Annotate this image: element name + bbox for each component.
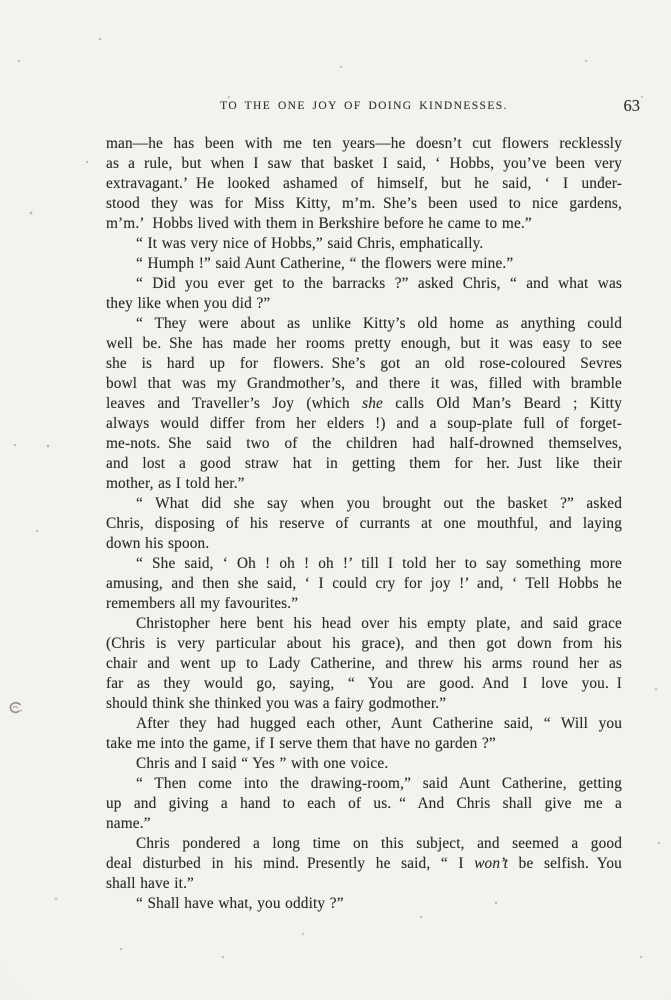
text-line: Christopher here bent his head over his empty plate, and said grace	[136, 615, 622, 632]
text-line: extravagant.’ He looked ashamed of himself, but he said, ‘ I under-	[106, 175, 622, 192]
text-line: me-nots. She said two of the children had half-drowned themselves,	[106, 435, 622, 452]
text-segment: calls Old Man’s Beard ; Kitty	[382, 395, 623, 412]
text-line: and lost a good straw hat in getting them for her. Just like their	[106, 455, 622, 472]
text-line: man—he has been with me ten years—he doesn’t cut flowers recklessly	[106, 135, 622, 152]
text-line: she is hard up for flowers. She’s got an old rose-coloured Sevres	[106, 355, 622, 372]
text-segment: be selfish. You	[508, 855, 622, 872]
text-block	[106, 134, 622, 914]
text-line: amusing, and then she said, ‘ I could cry for joy !’ and, ‘ Tell Hobbs he	[106, 575, 622, 592]
text-line: “ Shall have what, you oddity ?”	[136, 895, 344, 912]
text-line: mother, as I told her.”	[106, 475, 245, 492]
page-number: 63	[623, 96, 640, 115]
text-line: bowl that was my Grandmother’s, and there it was, filled with bramble	[106, 375, 622, 392]
text-line: “ It was very nice of Hobbs,” said Chris, emphatically.	[136, 235, 484, 252]
text-line: “ Humph !” said Aunt Catherine, “ the flowers were mine.”	[136, 255, 514, 272]
text-line: they like when you did ?”	[106, 295, 271, 312]
text-line: “ She said, ‘ Oh ! oh ! oh !’ till I told her to say something more	[136, 555, 622, 572]
paper-speck	[0, 0, 2, 2]
text-line: “ Then come into the drawing-room,” said Aunt Catherine, getting	[136, 775, 622, 792]
text-segment: deal disturbed in his mind. Presently he said, “ I	[106, 855, 475, 872]
text-line: shall have it.”	[106, 875, 194, 892]
text-line: well be. She has made her rooms pretty enough, but it was easy to see	[106, 335, 622, 352]
text-line: should think she thinked you was a fairy godmother.”	[106, 695, 447, 712]
text-line: “ They were about as unlike Kitty’s old home as anything could	[136, 315, 622, 332]
text-line: far as they would go, saying, “ You are good. And I love you. I	[106, 675, 622, 692]
text-line: stood they was for Miss Kitty, m’m. She’s been used to nice gardens,	[106, 195, 622, 212]
italic-word: she	[362, 395, 383, 412]
text-line: Chris and I said “ Yes ” with one voice.	[136, 755, 389, 772]
text-line: chair and went up to Lady Catherine, and threw his arms round her as	[106, 655, 622, 672]
text-line: up and giving a hand to each of us. “ And Chris shall give me a	[106, 795, 622, 812]
text-line: name.”	[106, 815, 151, 832]
ink-smudge	[8, 701, 24, 716]
text-line: as a rule, but when I saw that basket I said, ‘ Hobbs, you’ve been very	[106, 155, 622, 172]
running-title: TO THE ONE JOY OF DOING KINDNESSES.	[220, 100, 508, 112]
text-line: remembers all my favourites.”	[106, 595, 299, 612]
text-line	[106, 394, 622, 414]
text-line	[106, 854, 622, 874]
text-line: “ Did you ever get to the barracks ?” asked Chris, “ and what was	[136, 275, 622, 292]
text-line: “ What did she say when you brought out the basket ?” asked	[136, 495, 622, 512]
text-segment: leaves and Traveller’s Joy (which	[106, 395, 363, 412]
text-line: always would differ from her elders !) and a soup-plate full of forget-	[106, 415, 622, 432]
page-header	[106, 96, 640, 120]
text-line: down his spoon.	[106, 535, 210, 552]
text-line: Chris, disposing of his reserve of currants at one mouthful, and laying	[106, 515, 622, 532]
italic-word: won’t	[474, 855, 509, 872]
text-line: Chris pondered a long time on this subject, and seemed a good	[136, 835, 622, 852]
text-line: take me into the game, if I serve them that have no garden ?”	[106, 735, 496, 752]
text-line: m’m.’ Hobbs lived with them in Berkshire before he came to me.”	[106, 215, 532, 232]
text-line: After they had hugged each other, Aunt Catherine said, “ Will you	[136, 715, 622, 732]
text-line: (Chris is very particular about his grace), and then got down from his	[106, 635, 622, 652]
